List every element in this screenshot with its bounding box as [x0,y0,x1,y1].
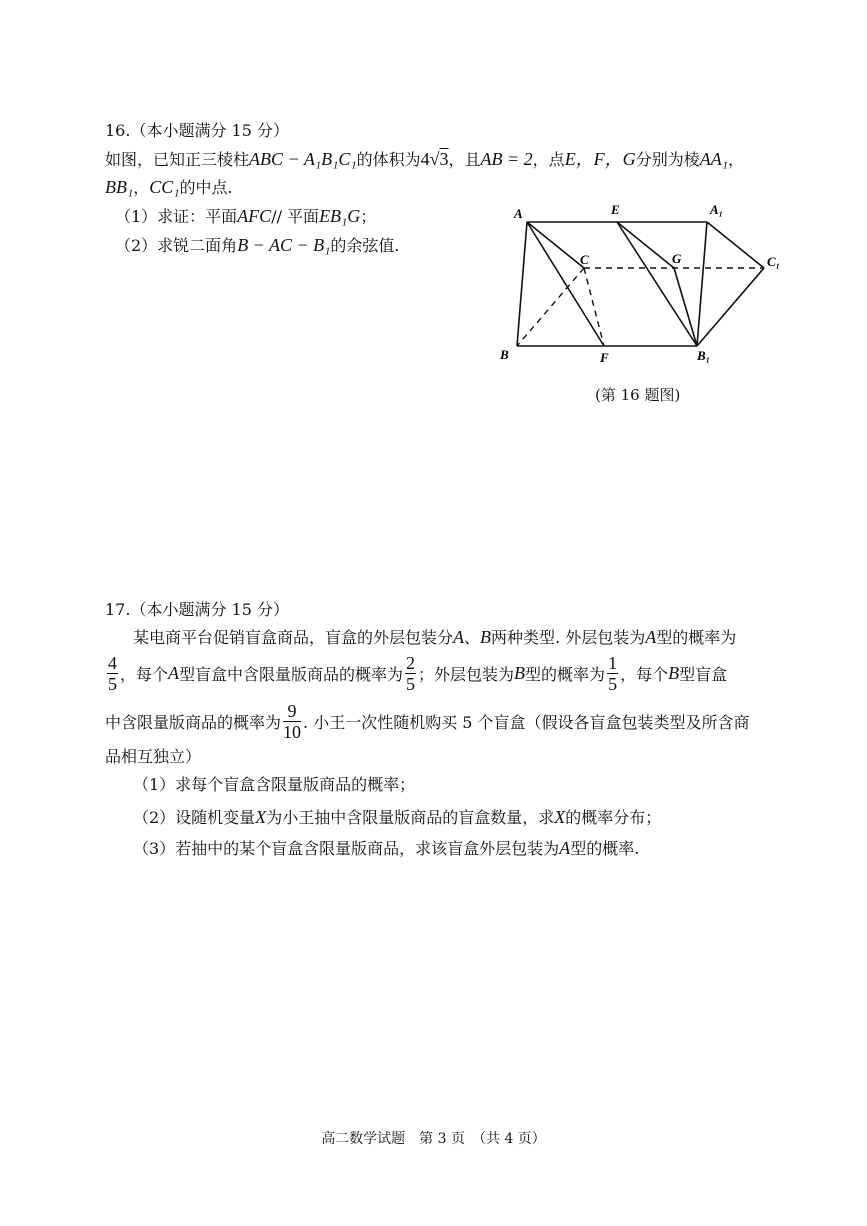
q16-text: 如图，已知正三棱柱 [105,150,250,169]
label-b1: B₁ [697,348,711,363]
q16-text: ，点 [532,150,565,169]
q17-line1: 某电商平台促销盲盒商品，盲盒的外层包装分A、B两种类型. 外层包装为A型的概率为 [133,627,737,647]
var-x: X [255,807,267,827]
q16-volume: 4√3 [420,149,449,169]
edge-a1-b1 [697,222,707,346]
fraction-9-10: $\frac{9}{10}$ [283,700,302,742]
label-g: G [672,251,682,266]
q16-dihedral-angle: B − AC − B₁ [237,235,331,255]
fraction-4-5: $\frac{4}{5}$ [108,652,117,694]
label-b: B [500,347,509,362]
q16-text: 的中点. [179,178,233,197]
q16-header: 16.（本小题满分 15 分） [105,121,289,140]
q17-line4: 品相互独立） [105,747,202,766]
label-c1: C₁ [767,254,781,269]
prism-figure [490,195,790,375]
edge-a1-c1 [707,222,764,268]
q16-plane-eb1g: EB₁G [319,206,361,226]
q17-header: 17.（本小题满分 15 分） [105,600,289,619]
segment-e-g [617,222,674,268]
q17-line2: $\frac{4}{5}$ ，每个 A 型盲盒中含限量版商品的概率为 $\frac{2}{5}$ ；外层包装为 B 型的概率为 $\frac{1}{5}$ ，每个 B 型盲盒 [108,652,728,694]
q16-intro-line1: 如图，已知正三棱柱ABC − A₁B₁C₁的体积为4√3，且AB = 2，点E，F，G分别为棱AA₁， [105,149,744,169]
type-a: A [453,627,465,647]
label-a: A [514,206,523,221]
q16-points: E，F，G [564,149,636,169]
edge-b-a [517,222,527,346]
label-e: E [611,202,620,217]
segment-e-b1 [617,222,697,346]
q16-text: 的体积为 [356,150,421,169]
edge-c-b [517,268,584,346]
q17-part3: （3）若抽中的某个盲盒含限量版商品，求该盲盒外层包装为A型的概率. [133,838,640,858]
q16-text: 分别为棱 [635,150,700,169]
q16-plane-afc: AFC [237,206,272,226]
q16-edge-cc1: CC₁ [149,177,180,197]
segment-c-f [584,268,604,346]
q17-line3: 中含限量版商品的概率为 $\frac{9}{10}$ . 小王一次性随机购买 5 个盲盒（假设各盲盒包装类型及所含商 [105,700,750,742]
edge-a-c [527,222,584,268]
label-a1: A₁ [710,202,724,217]
fraction-2-5: $\frac{2}{5}$ [406,652,416,694]
type-b: B [480,627,492,647]
q16-text: ，且 [448,150,481,169]
edge-c1-b1 [697,268,764,346]
q16-ab: AB = 2 [480,149,533,169]
label-f: F [600,350,609,365]
figure-caption: (第 16 题图) [595,386,681,404]
q16-part2: （2）求锐二面角B − AC − B₁的余弦值. [115,235,400,255]
q17-part1: （1）求每个盲盒含限量版商品的概率； [133,775,416,794]
label-c: C [580,252,589,267]
fraction-1-5: $\frac{1}{5}$ [608,652,618,694]
page-footer: 高二数学试题 第 3 页 （共 4 页） [321,1131,546,1147]
q16-intro-line2: BB₁，CC₁的中点. [105,177,233,197]
q17-part2: （2）设随机变量X为小王抽中含限量版商品的盲盒数量，求X的概率分布； [133,807,662,827]
segment-a-f [527,222,604,346]
segment-g-b1 [674,268,697,346]
q16-edge-aa1: AA₁ [699,149,728,169]
q16-part1: （1）求证：平面AFC// 平面EB₁G； [115,206,377,226]
q16-edge-bb1: BB₁ [105,177,134,197]
q16-prism: ABC − A₁B₁C₁ [249,149,357,169]
